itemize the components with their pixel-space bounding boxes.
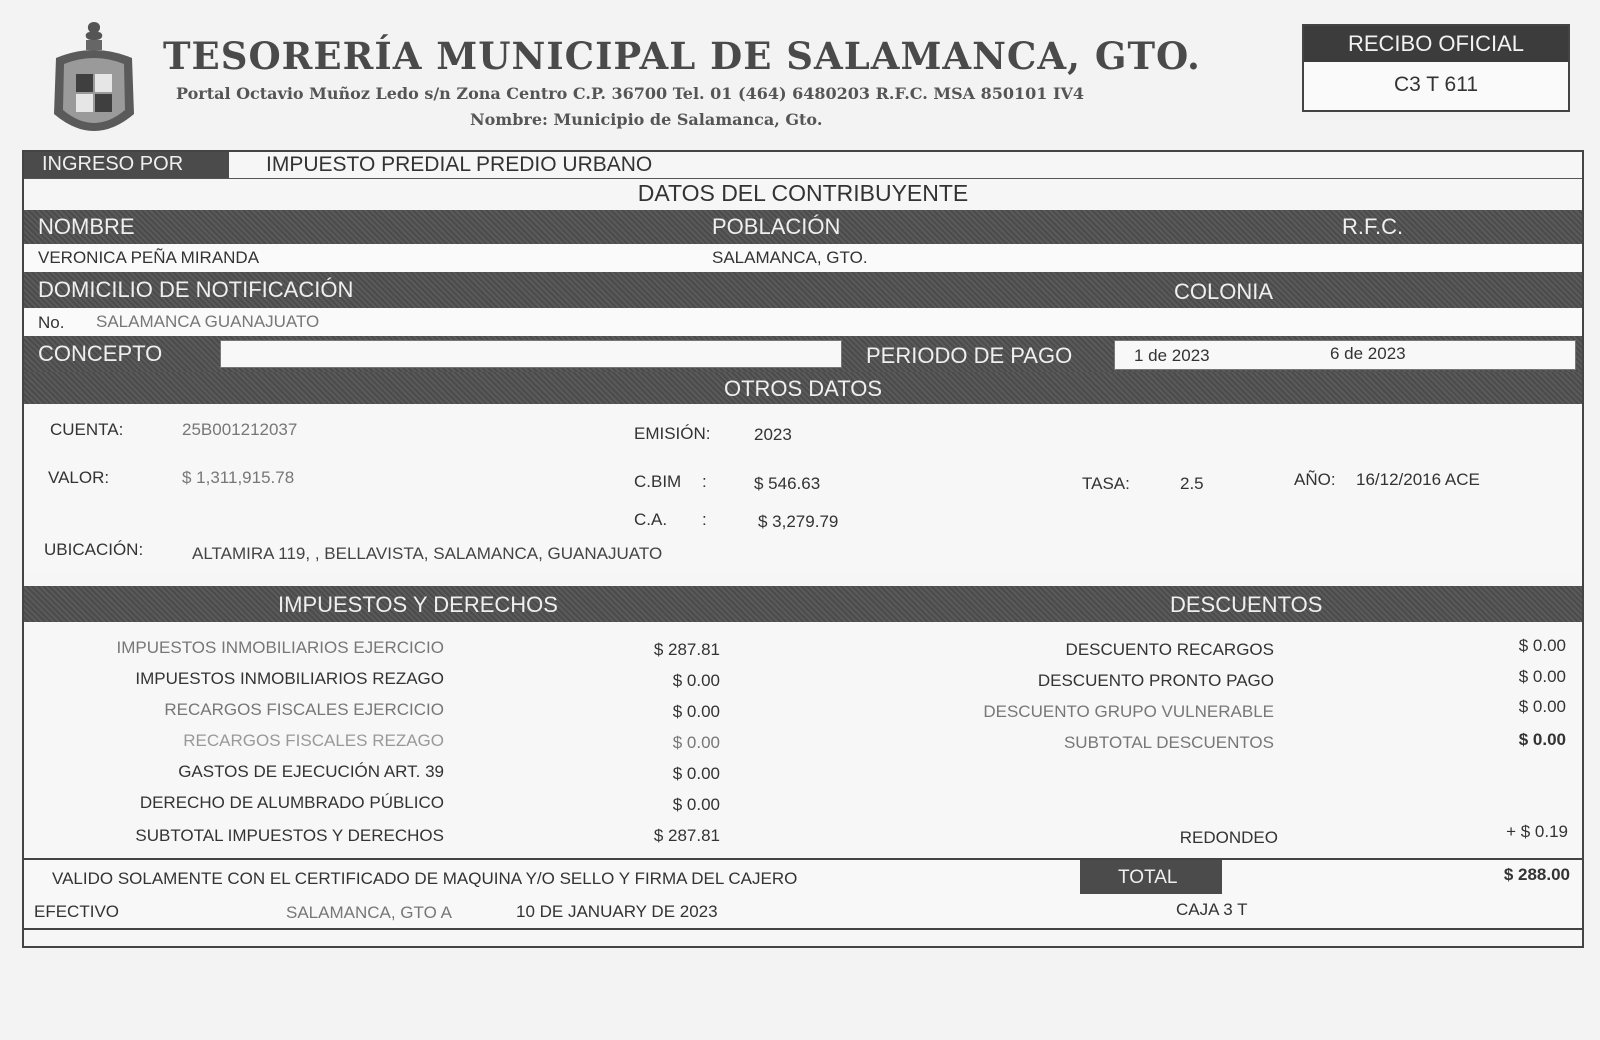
- ca-label: C.A.: [634, 510, 668, 529]
- ca-colon: :: [702, 510, 707, 529]
- fecha: 10 DE JANUARY DE 2023: [516, 902, 718, 921]
- impuesto-label: GASTOS DE EJECUCIÓN ART. 39: [178, 762, 444, 781]
- impuesto-amount: $ 0.00: [672, 795, 720, 814]
- domicilio-value: SALAMANCA GUANAJUATO: [96, 312, 320, 331]
- valor-label: VALOR:: [48, 468, 110, 487]
- rfc-label: R.F.C.: [1342, 214, 1404, 239]
- nombre-values-row: [24, 244, 1582, 272]
- official-receipt-box: [1302, 24, 1570, 112]
- ca-value: $ 3,279.79: [758, 512, 839, 531]
- treasury-title: TESORERÍA MUNICIPAL DE SALAMANCA, GTO.: [163, 34, 1201, 78]
- descuentos-title: DESCUENTOS: [1170, 592, 1323, 617]
- concepto-label: CONCEPTO: [38, 341, 163, 366]
- impuesto-label: IMPUESTOS INMOBILIARIOS REZAGO: [135, 669, 444, 688]
- nombre-header-row: [24, 210, 1582, 244]
- contribuyente-title-row: [24, 178, 1582, 210]
- impuesto-amount: $ 0.00: [672, 733, 720, 752]
- descuento-subtotal-amount: $ 0.00: [1518, 730, 1566, 749]
- impuestos-descuentos-header: [24, 586, 1582, 622]
- emision-label: EMISIÓN:: [634, 424, 711, 443]
- otros-datos-title: OTROS DATOS: [723, 376, 883, 401]
- anio-label: AÑO:: [1294, 470, 1336, 489]
- municipal-coat-of-arms-icon: [48, 18, 140, 148]
- cbim-colon: :: [702, 472, 707, 491]
- domicilio-no-label: No.: [38, 313, 65, 332]
- descuento-amount: $ 0.00: [1518, 667, 1566, 686]
- descuento-label: DESCUENTO GRUPO VULNERABLE: [983, 702, 1274, 721]
- descuento-subtotal-label: SUBTOTAL DESCUENTOS: [1063, 733, 1274, 752]
- caja: CAJA 3 T: [1176, 900, 1248, 919]
- cbim-label: C.BIM: [634, 472, 682, 491]
- official-receipt-label: RECIBO OFICIAL: [1304, 26, 1568, 62]
- descuento-amount: $ 0.00: [1518, 697, 1566, 716]
- domicilio-values-row: [24, 308, 1582, 336]
- ubicacion-label: UBICACIÓN:: [44, 540, 144, 559]
- impuesto-label: RECARGOS FISCALES REZAGO: [183, 731, 444, 750]
- lugar: SALAMANCA, GTO A: [286, 903, 452, 922]
- periodo-desde: 1 de 2023: [1134, 346, 1210, 365]
- impuesto-label: RECARGOS FISCALES EJERCICIO: [164, 700, 444, 719]
- ingreso-row: [24, 152, 1582, 179]
- concepto-periodo-row: [24, 336, 1582, 372]
- nombre-value: VERONICA PEÑA MIRANDA: [38, 248, 260, 267]
- poblacion-label: POBLACIÓN: [712, 214, 841, 239]
- anio-value: 16/12/2016 ACE: [1356, 470, 1480, 489]
- cuenta-label: CUENTA:: [50, 420, 124, 439]
- cbim-value: $ 546.63: [754, 474, 821, 493]
- impuesto-amount: $ 0.00: [672, 671, 720, 690]
- emision-value: 2023: [754, 425, 792, 444]
- redondeo-label: REDONDEO: [1179, 828, 1278, 847]
- impuesto-amount: $ 0.00: [672, 702, 720, 721]
- descuento-label: DESCUENTO PRONTO PAGO: [1037, 671, 1274, 690]
- impuesto-subtotal-amount: $ 287.81: [653, 826, 720, 845]
- receipt-form: [22, 150, 1584, 948]
- treasury-address: Portal Octavio Muñoz Ledo s/n Zona Centro C.P. 36700 Tel. 01 (464) 6480203 R.F.C. MSA 850101 IV4: [176, 84, 1085, 103]
- pago-row: [24, 894, 1582, 930]
- tasa-value: 2.5: [1180, 474, 1204, 493]
- descuento-label: DESCUENTO RECARGOS: [1065, 640, 1274, 659]
- impuestos-body: [24, 622, 1582, 858]
- impuesto-amount: $ 0.00: [672, 764, 720, 783]
- otros-datos-header: [24, 372, 1582, 404]
- domicilio-label: DOMICILIO DE NOTIFICACIÓN: [38, 277, 354, 302]
- impuesto-amount: $ 287.81: [653, 640, 720, 659]
- contribuyente-section-title: DATOS DEL CONTRIBUYENTE: [637, 180, 969, 206]
- tasa-label: TASA:: [1082, 474, 1130, 493]
- poblacion-value: SALAMANCA, GTO.: [712, 248, 868, 267]
- validez-total-row: [24, 858, 1582, 898]
- ubicacion-value: ALTAMIRA 119, , BELLAVISTA, SALAMANCA, GUANAJUATO: [192, 544, 663, 563]
- forma-pago: EFECTIVO: [34, 902, 120, 921]
- colonia-label: COLONIA: [1174, 279, 1274, 304]
- impuesto-subtotal-label: SUBTOTAL IMPUESTOS Y DERECHOS: [135, 826, 444, 845]
- ingreso-value: IMPUESTO PREDIAL PREDIO URBANO: [266, 153, 653, 176]
- descuento-amount: $ 0.00: [1518, 636, 1566, 655]
- otros-datos-body: [24, 404, 1582, 574]
- periodo-hasta: 6 de 2023: [1330, 344, 1406, 363]
- municipality-name: Nombre: Municipio de Salamanca, Gto.: [470, 110, 823, 129]
- receipt-number: C3 T 611: [1393, 73, 1479, 96]
- domicilio-header-row: [24, 272, 1582, 308]
- cuenta-value: 25B001212037: [182, 420, 298, 439]
- concepto-field: [220, 340, 842, 368]
- ingreso-label: INGRESO POR: [42, 153, 184, 175]
- validez-text: VALIDO SOLAMENTE CON EL CERTIFICADO DE MAQUINA Y/O SELLO Y FIRMA DEL CAJERO: [52, 869, 798, 888]
- total-label: TOTAL: [1118, 867, 1178, 888]
- redondeo-value: + $ 0.19: [1506, 822, 1568, 841]
- impuestos-title: IMPUESTOS Y DERECHOS: [278, 592, 558, 617]
- valor-value: $ 1,311,915.78: [182, 468, 295, 487]
- nombre-label: NOMBRE: [38, 214, 135, 239]
- total-value: $ 288.00: [1503, 865, 1570, 884]
- periodo-label: PERIODO DE PAGO: [866, 343, 1073, 368]
- impuesto-label: DERECHO DE ALUMBRADO PÚBLICO: [139, 793, 444, 812]
- impuesto-label: IMPUESTOS INMOBILIARIOS EJERCICIO: [116, 638, 444, 657]
